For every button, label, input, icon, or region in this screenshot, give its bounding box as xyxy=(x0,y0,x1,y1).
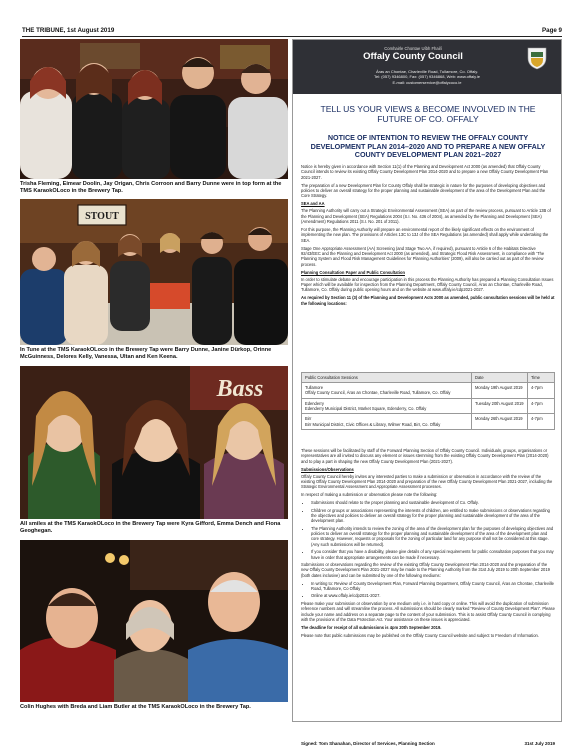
session-time: 4-7pm xyxy=(528,398,555,414)
photo-caption-3: All smiles at the TMS KaraokOLoco in the Brewery Tap were Kyra Gifford, Emma Dench and Fiona Geoghegan. xyxy=(20,521,281,534)
page-number: Page 9 xyxy=(542,27,562,34)
list-item: • If you consider that you have a disability, please give details of any special requirements for public consultation purposes that you may have in order that appropriate arrangements can be made if necessary. xyxy=(311,549,555,560)
council-name: Offaly County Council xyxy=(363,51,463,62)
sea-para-2: For this purpose, the Planning Authority will prepare an environmental report of the likely significant effects on the environment of implementing the new plan. The provisions of Articles 13C to 13J of the SEA Regulations (as amended) shall apply while undertaking the SEA. xyxy=(301,226,549,243)
consultation-sessions-table xyxy=(301,372,555,430)
one-medium-para: Please make your submission or observation by one medium only i.e. in hard copy or online. This will avoid the duplication of submission reference numbers and will streamline the process. All submissions should be clearly marked "Review of County Development Plan". Please include your name and address on a separate page to the content of your submission. This is to assist Offaly County Council in complying with the provisions of the Data Protection Act. Your assistance on these issues is appreciated. xyxy=(301,600,555,623)
photo-group-pub xyxy=(20,199,288,345)
sessions-para: These sessions will be facilitated by staff of the Forward Planning Section of Offaly County Council. Individuals, groups, organisations or representatives are all invited to discuss any element or issues stemming from the existing Offaly County Development Plan (2014-2020) and to play a part in shaping the new Offaly County Development Plan (2021-2027). xyxy=(301,448,549,464)
submissions-para: Offaly County Council hereby invites any interested parties to make a submission or observation in accordance with the review of the existing Offaly County Development Plan 2014-2020 and preparation of the new Offaly County Development Plan 2021-2027, including the Strategic Environmental Assessment and Appropriate Assessment processes. xyxy=(301,473,553,490)
table-row xyxy=(302,398,555,414)
session-time: 4-7pm xyxy=(528,414,555,430)
photo-caption-1: Trisha Fleming, Eimear Doolin, Jay Origan, Chris Corroon and Barry Dunne were in top form at the TMS KaraokOLoco in the Brewery Tap. xyxy=(20,181,282,194)
session-address: Birr Municipal District, Civic Offices & Library, Wilmer Road, Birr, Co. Offaly xyxy=(305,421,441,427)
list-item: • Submissions should relate to the proper planning and sustainable development of Co. Offaly. xyxy=(311,500,555,505)
freedom-para: Please note that public submissions may be published on the Offaly County Council website and subject to Freedom of Information. xyxy=(301,632,539,638)
sea-para-3: Stage One Appropriate Assessment (AA) Screening (and Stage Two AA, if required), pursuant to Article 6 of the Habitats Directive 92/43/EEC and the Planning and Development Act 2000 (as amended), and Strategic Flood Risk Assessment, in compliance with 'The Planning System and Flood Risk Management Guidelines for Planning Authorities' (2009), will also be carried out as part of the review process. xyxy=(301,245,545,267)
session-venue-cell xyxy=(302,398,472,414)
session-date: Tuesday 20th August 2019 xyxy=(472,398,528,414)
table-header-row xyxy=(302,373,555,383)
masthead-publication: THE TRIBUNE, 1st August 2019 xyxy=(22,27,115,34)
notice-headline: TELL US YOUR VIEWS & BECOME INVOLVED IN THE FUTURE OF CO. OFFALY xyxy=(320,104,536,125)
session-address: Offaly County Council, Áras an Chontae, Charleville Road, Tullamore, Co. Offaly xyxy=(305,390,451,396)
notice-signature xyxy=(301,741,555,746)
signed-date: 31st July 2019 xyxy=(524,741,555,746)
council-notice xyxy=(292,39,562,746)
table-row xyxy=(302,414,555,430)
photo-caption-4: Colin Hughes with Breda and Liam Butler at the TMS KaraokOLoco in the Brewery Tap. xyxy=(20,704,251,710)
table-header-time: Time xyxy=(528,373,555,383)
deadline-text: The deadline for receipt of all submissions is 4pm 20th September 2019. xyxy=(301,624,442,630)
council-crest-icon xyxy=(525,46,549,70)
bass-sign-text: Bass xyxy=(216,376,264,402)
table-header-date: Date xyxy=(472,373,528,383)
list-item: • Online at www.offaly.ie/cdp2021-2027. xyxy=(311,593,555,598)
photo-group-three-women xyxy=(20,366,288,519)
session-date: Monday 19th August 2019 xyxy=(472,383,528,399)
period-para: Submissions or observations regarding the review of the existing Offaly County Development Plan 2014-2020 and the preparation of the new Offaly County Development Plan 2021-2027 may be made to the Planning Authority from the 31st July 2019 to 20th September 2019 (both dates inclusive) and can be submitted by one of the following mediums: xyxy=(301,562,550,578)
signed-by: Signed: Tom Shanahan, Director of Services, Planning Section xyxy=(301,741,435,746)
list-item: • In writing to: Review of County Development Plan, Forward Planning Department, Offaly County Council, Áras an Chontae, Charleville Road, Tullamore, Co Offaly xyxy=(311,581,555,592)
notice-subheadline: NOTICE OF INTENTION TO REVIEW THE OFFALY COUNTY DEVELOPMENT PLAN 2014–2020 AND TO PREPARE A NEW OFFALY COUNTY DEVELOPMENT PLAN 2021–2027 xyxy=(310,133,546,160)
consultation-para: In order to stimulate debate and encourage participation in this process the Planning Authority has prepared a Planning Consultation Issues Paper which will be available for inspection from the Planning Department, Offaly County Council, Áras an Chontae, Charleville Road, Tullamore, Co. Offaly during public opening hours and on the website at www.offaly.ie/cdp2021-2027. xyxy=(301,276,554,293)
requirements-list xyxy=(311,500,555,560)
sea-para-1: The Planning Authority will carry out a Strategic Environmental Assessment (SEA) as part of the review process, pursuant to Article 13B of the Planning and Development (SEA) Regulations 2004 (S.I. No. 436 of 2004), as amended by the Planning and Development (SEA) (Amendment) Regulations 2011 (S.I. No. 201 of 2011). xyxy=(301,208,551,225)
photo-group-butler xyxy=(20,540,288,702)
list-item: • Children or groups or associations representing the interests of children, are entitled to make submissions or observations regarding the objectives and policies to deliver an overall strategy for the proper planning and sustainable development of the area of the development plan. xyxy=(311,508,555,524)
sea-heading: SEA and AA xyxy=(301,201,325,207)
table-header-sessions: Public Consultation Sessions xyxy=(302,373,472,383)
photo-group-five xyxy=(20,39,288,179)
stout-sign-text: STOUT xyxy=(85,211,119,222)
session-venue: Birr xyxy=(305,416,312,422)
session-address: Edenderry Municipal District, Market Square, Edenderry, Co. Offaly xyxy=(305,405,427,411)
notice-submissions xyxy=(301,448,555,641)
council-email: E-mail: customerservice@offalycoco.ie xyxy=(392,79,462,85)
council-phone: Tel: (057) 9346800, Fax: (057) 9346868, Web: www.offaly.ie xyxy=(373,74,481,80)
submissions-heading: Submissions/Observations xyxy=(301,466,354,472)
photo-caption-2: In Tune at the TMS KaraokOLoco in the Brewery Tap were Barry Dunne, Janine Dürkop, Orinne McGuinness, Delores Kelly, Vanessa, Ultan and Ken Keena. xyxy=(20,347,272,360)
notice-intro xyxy=(301,164,555,308)
council-address: Áras an Chontae, Charleville Road, Tullamore, Co. Offaly. xyxy=(375,69,479,74)
intro-para-1: Notice is hereby given in accordance with Section 11(1) of the Planning and Development Act 2000 (as amended) that Offaly County Council intends to review its existing Offaly County Development Plan 2014-2020 and to prepare a new Offaly County Development Plan 2021-2027. xyxy=(301,164,549,180)
session-venue-cell xyxy=(302,383,472,399)
council-banner xyxy=(293,40,561,94)
mediums-list xyxy=(311,581,555,599)
session-venue: Tullamore xyxy=(305,385,324,390)
council-contact xyxy=(293,69,561,85)
masthead-rule xyxy=(22,36,562,37)
page-masthead xyxy=(22,27,562,36)
section-para: As required by Section 11 (3) of the Planning and Development Acts 2000 as amended, public consultation sessions will be held at the following locations: xyxy=(301,295,555,306)
council-irish-name: Comhairle Chontae Uíbh Fhailí xyxy=(384,46,442,51)
session-date: Monday 26th August 2019 xyxy=(472,414,528,430)
session-venue: Edenderry xyxy=(305,400,324,406)
intro-para-2: The preparation of a new Development Plan for County Offaly shall be strategic in nature for the purposes of developing objectives and policies to deliver an overall strategy for the proper planning and sustainable development of the area of the Development Plan and the Core Strategy. xyxy=(301,182,546,199)
list-item: • The Planning Authority intends to review the zoning of the area of the development plan for the purposes of developing objectives and policies to deliver an overall strategy for the proper planning and sustainable development of the area of the development plan and core strategy. However, requests or proposals for the zoning of particular land for any purpose shall not be considered at this stage. (Any such submissions will be returned). xyxy=(311,526,555,548)
session-venue-cell xyxy=(302,414,472,430)
table-row xyxy=(302,383,555,399)
session-time: 4-7pm xyxy=(528,383,555,399)
respect-para: In respect of making a submission or observation please note the following: xyxy=(301,492,438,498)
consultation-heading: Planning Consultation Paper and Public Consultation xyxy=(301,269,405,275)
